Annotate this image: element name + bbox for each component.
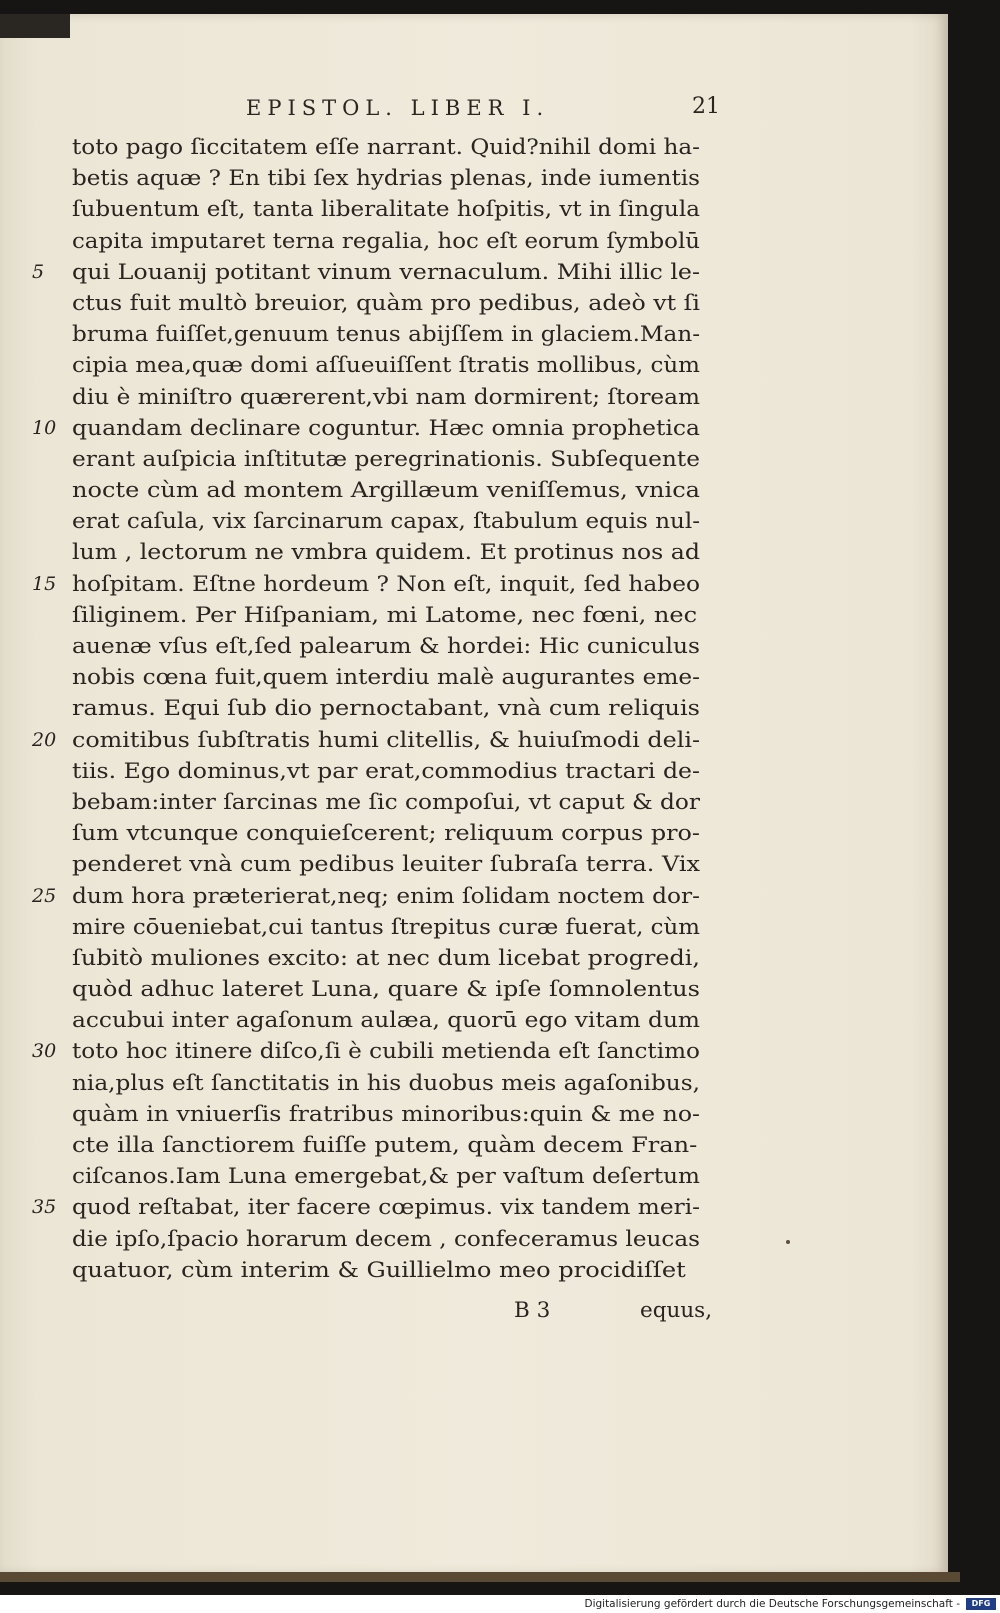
line-text: quandam declinare coguntur. Hæc omnia prophetica	[72, 415, 700, 441]
line-text: accubui inter agaſonum aulæa, quorū ego vitam dum	[72, 1008, 700, 1034]
text-line	[32, 413, 732, 444]
line-text: lum , lectorum ne vmbra quidem. Et protinus nos ad	[72, 540, 700, 566]
line-text: nobis cœna fuit,quem interdiu malè augurantes eme-	[72, 665, 700, 691]
line-text: ſubuentum eſt, tanta liberalitate hoſpitis, vt in ſingula	[72, 197, 701, 223]
line-number: 30	[32, 1040, 57, 1063]
text-line	[72, 288, 732, 319]
line-text: bruma fuiſſet,genuum tenus abijſſem in glaciem.Man-	[72, 322, 700, 348]
text-line	[72, 849, 732, 880]
line-text: bebam:inter ſarcinas me ſic compoſui, vt caput & dor	[72, 789, 700, 815]
line-text: ſum vtcunque conquieſcerent; reliquum corpus pro-	[72, 821, 700, 847]
text-line	[72, 943, 732, 974]
line-text: capita imputaret terna regalia, hoc eſt eorum ſymbolū	[72, 228, 700, 254]
page-footer	[0, 1298, 948, 1330]
text-line	[72, 787, 732, 818]
book-page	[0, 14, 948, 1574]
line-text: diu è miniſtro quærerent,vbi nam dormirent; ſtoream	[72, 384, 700, 410]
text-line	[72, 194, 732, 225]
line-text: cte illa ſanctiorem fuiſſe putem, quàm decem Fran-	[72, 1133, 698, 1158]
line-text: ctus fuit multò breuior, quàm pro pedibus, adeò vt ſi	[72, 290, 700, 316]
line-text: penderet vnà cum pedibus leuiter ſubraſa terra. Vix	[72, 852, 700, 878]
text-line	[32, 725, 732, 756]
line-text: quàm in vniuerſis fratribus minoribus:quin & me no-	[72, 1101, 700, 1127]
line-text: dum hora præterierat,neq; enim ſolidam noctem dor-	[72, 883, 700, 909]
dfg-logo: DFG	[966, 1598, 996, 1610]
line-text: quod reſtabat, iter facere cœpimus. vix tandem meri-	[72, 1195, 700, 1221]
text-line	[72, 226, 732, 257]
line-text: quòd adhuc lateret Luna, quare & ipſe ſomnolentus	[72, 977, 701, 1003]
text-line	[72, 1130, 732, 1161]
paper-speck	[786, 1240, 790, 1244]
text-line	[72, 1068, 732, 1099]
text-line	[72, 600, 732, 631]
text-line	[72, 756, 732, 787]
binding-shadow	[0, 14, 70, 38]
text-line	[72, 537, 732, 568]
line-text: erat caſula, vix ſarcinarum capax, ſtabulum equis nul-	[72, 509, 700, 535]
text-line	[72, 631, 732, 662]
signature-mark: B 3	[514, 1298, 551, 1323]
text-line	[72, 382, 732, 413]
line-number: 25	[32, 884, 57, 907]
text-line	[72, 662, 732, 693]
line-text: auenæ vſus eſt,ſed palearum & hordei: Hic cuniculus	[72, 634, 700, 659]
line-number: 35	[32, 1196, 57, 1219]
line-text: quatuor, cùm interim & Guillielmo meo procidiſſet	[72, 1257, 686, 1283]
line-text: ſubitò muliones excito: at nec dum licebat progredi,	[72, 945, 700, 971]
credit-text: Digitalisierung gefördert durch die Deutsche Forschungsgemeinschaft -	[584, 1598, 960, 1610]
line-text: toto pago ſiccitatem eſſe narrant. Quid?nihil domi ha-	[72, 135, 700, 160]
text-line	[32, 569, 732, 600]
line-text: qui Louanij potitant vinum vernaculum. Mihi illic le-	[72, 259, 700, 285]
text-line	[72, 506, 732, 537]
line-text: comitibus ſubſtratis humi clitellis, & huiuſmodi deli-	[72, 727, 700, 753]
text-line	[72, 912, 732, 943]
text-line	[72, 1005, 732, 1036]
text-line	[72, 475, 732, 506]
text-line	[72, 818, 732, 849]
line-text: nia,plus eſt ſanctitatis in his duobus meis agaſonibus,	[72, 1070, 700, 1096]
text-line	[72, 1255, 732, 1286]
page-bottom-edge	[0, 1572, 960, 1582]
line-text: mire cōueniebat,cui tantus ſtrepitus curæ fuerat, cùm	[72, 914, 700, 940]
page-number: 21	[692, 94, 720, 119]
body-text	[32, 132, 732, 1286]
page-header	[0, 96, 948, 126]
line-number: 15	[32, 572, 57, 595]
text-line	[32, 1192, 732, 1223]
line-text: toto hoc itinere diſco,ſi è cubili metienda eſt ſanctimo	[72, 1039, 700, 1065]
line-number: 20	[32, 728, 57, 751]
text-line	[72, 974, 732, 1005]
text-line	[32, 257, 732, 288]
text-line	[72, 350, 732, 381]
text-line	[72, 319, 732, 350]
text-line	[72, 132, 732, 163]
digitization-credit	[0, 1597, 1000, 1613]
text-line	[72, 444, 732, 475]
text-line	[72, 1161, 732, 1192]
text-line	[72, 1224, 732, 1255]
line-text: hoſpitam. Eſtne hordeum ? Non eſt, inquit, ſed habeo	[72, 571, 700, 597]
line-text: ramus. Equi ſub dio pernoctabant, vnà cum reliquis	[72, 696, 700, 722]
line-text: cipia mea,quæ domi aſſueuiſſent ſtratis mollibus, cùm	[72, 353, 700, 379]
line-text: betis aquæ ? En tibi ſex hydrias plenas, inde iumentis	[72, 166, 700, 192]
line-text: die ipſo,ſpacio horarum decem , confeceramus leucas	[72, 1226, 700, 1252]
text-line	[32, 1036, 732, 1067]
line-text: ſiliginem. Per Hiſpaniam, mi Latome, nec fœni, nec	[72, 602, 698, 628]
text-line	[32, 881, 732, 912]
line-text: tiis. Ego dominus,vt par erat,commodius tractari de-	[72, 758, 700, 784]
line-text: ciſcanos.Iam Luna emergebat,& per vaſtum deſertum	[72, 1164, 700, 1190]
catchword: equus,	[640, 1298, 713, 1323]
text-line	[72, 163, 732, 194]
text-line	[72, 693, 732, 724]
line-number: 10	[32, 416, 57, 439]
running-head: EPISTOL. LIBER I.	[246, 96, 550, 120]
line-text: nocte cùm ad montem Argillæum veniſſemus, vnica	[72, 478, 700, 504]
line-text: erant auſpicia inſtitutæ peregrinationis. Subſequente	[72, 446, 700, 472]
text-line	[72, 1099, 732, 1130]
line-number: 5	[32, 260, 45, 283]
